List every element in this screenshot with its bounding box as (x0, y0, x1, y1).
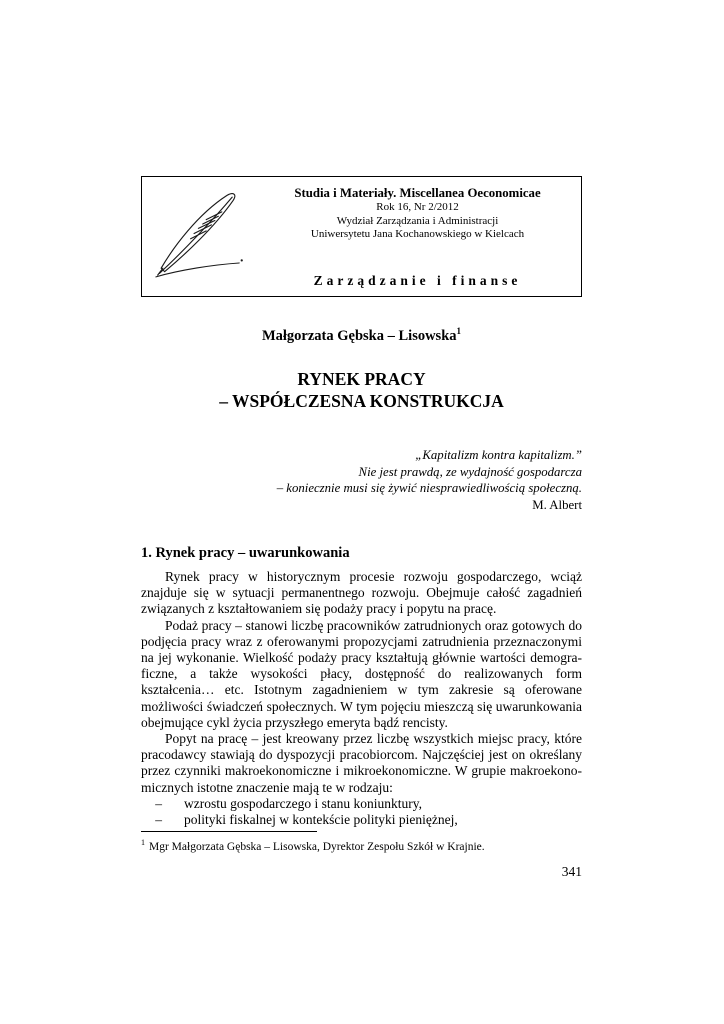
footnote-text (141, 836, 582, 854)
epigraph-line1: „Kapitalizm kontra kapitalizm.” (415, 448, 582, 462)
footnote (141, 831, 582, 854)
journal-title: Studia i Materiały. Miscellanea Oeconomicae (294, 186, 541, 200)
section-heading: 1. Rynek pracy – uwarunkowania (141, 545, 350, 561)
footnote-body: Mgr Małgorzata Gębska – Lisowska, Dyrektor Zespołu Szkół w Krajnie. (149, 840, 485, 853)
dash-list (141, 796, 582, 828)
journal-university: Uniwersytetu Jana Kochanowskiego w Kielcach (310, 228, 525, 240)
author-name: Małgorzata Gębska – Lisowska (261, 327, 457, 344)
epigraph-line3: – koniecznie musi się żywić niesprawiedliwością społeczną. (276, 481, 582, 495)
journal-header-box (141, 176, 582, 297)
footnote-rule (141, 831, 317, 832)
epigraph-line2: Nie jest prawdą, ze wydajność gospodarcza (358, 464, 582, 479)
journal-logo (142, 177, 260, 296)
quill-feather-icon (149, 185, 253, 289)
body-paragraph: Popyt na pracę – jest kreowany przez liczbę wszystkich miejsc pracy, które pracodawcy stawiają do dyspozycji pracobiorcom. Najczęściej jest on określany przez czynniki makroekonomiczne i mikroekonomiczne. W grupie makroekonomicznych istotne znaczenie mają te w rodzaju: (141, 731, 582, 795)
body-paragraph: Podaż pracy – stanowi liczbę pracowników zatrudnionych oraz gotowych do podjęcia pracy wraz z oferowanymi propozycjami zatrudnienia przeznaczonymi na jej wykonanie. Wielkość podaży pracy kształtują głównie wartości demograficzne, a także wysokości płacy, dostępność do realizowanych form kształcenia… etc. Istotnym zagadnieniem w tym zakresie są oferowane możliwości świadczeń społecznych. W tym pojęciu mieszczą się uwarunkowania obejmujące cykl życia przyszłego emeryta bądź rencisty. (141, 617, 582, 730)
page-number: 341 (561, 864, 582, 879)
footnote-mark: 1 (141, 838, 145, 847)
list-item-dash: – (155, 795, 162, 811)
author-footnote-mark: 1 (456, 326, 462, 336)
article-body (141, 545, 582, 828)
list-item-text: polityki fiskalnej w kontekście polityki pieniężnej, (184, 812, 458, 828)
epigraph-attribution: M. Albert (532, 497, 582, 512)
list-item-text: wzrostu gospodarczego i stanu koniunktury, (184, 795, 422, 811)
list-item-dash: – (155, 812, 162, 828)
article-title-line1: RYNEK PRACY (297, 369, 426, 389)
journal-header-text (260, 177, 581, 296)
journal-series: Zarządzanie i finanse (313, 272, 522, 288)
journal-issue: Rok 16, Nr 2/2012 (376, 201, 459, 213)
list-item (141, 796, 582, 812)
article-title (141, 368, 582, 412)
epigraph (141, 447, 582, 513)
journal-faculty: Wydział Zarządzania i Administracji (336, 214, 499, 227)
author-line (141, 326, 582, 345)
body-paragraph: Rynek pracy w historycznym procesie rozwoju gospodarczego, wciąż znajduje się w sytuacji permanentnego rozwoju. Obejmuje całość zagadnień związanych z kształtowaniem się podaży pracy i popytu na pracę. (141, 569, 582, 617)
list-item (141, 812, 582, 828)
article-title-line2: – WSPÓŁCZESNA KONSTRUKCJA (219, 391, 504, 411)
